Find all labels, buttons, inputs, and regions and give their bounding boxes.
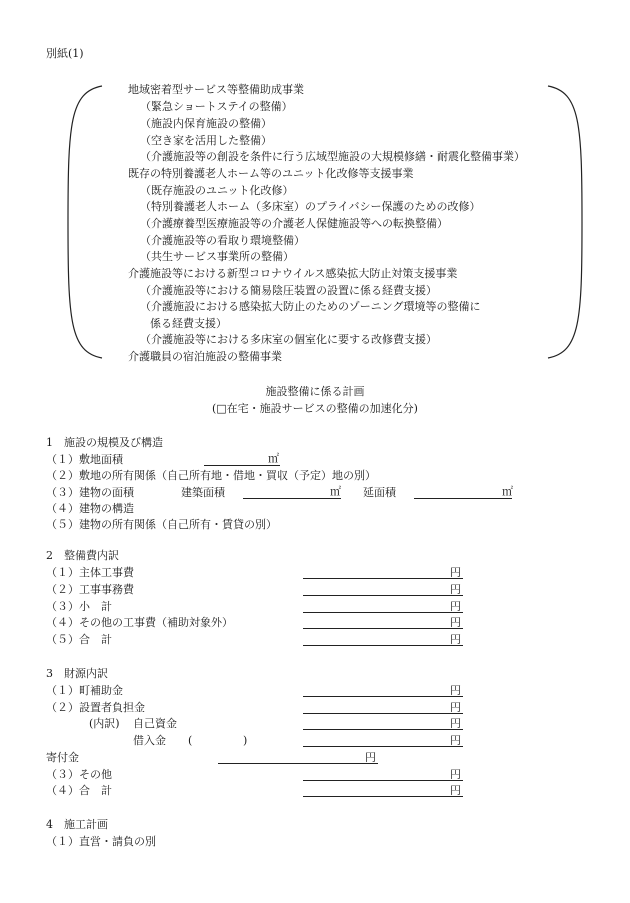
- town-subsidy-field[interactable]: [303, 696, 463, 697]
- other-label: （３）その他: [46, 768, 112, 781]
- site-area-label: （１）敷地面積: [46, 453, 123, 466]
- yen-unit: 円: [450, 566, 461, 579]
- donations-label: 寄付金: [46, 751, 79, 764]
- program-item: （介護施設等の看取り環境整備）: [140, 234, 305, 247]
- section-2-heading: 2 整備費内訳: [46, 549, 119, 562]
- yen-unit: 円: [450, 717, 461, 730]
- unit-m2: ㎡: [502, 485, 513, 498]
- borrowings-field[interactable]: [303, 746, 463, 747]
- donations-field[interactable]: [218, 763, 378, 764]
- cost-amount-field[interactable]: [303, 578, 463, 579]
- section-4-heading: 4 施工計画: [46, 818, 108, 831]
- founder-burden-label: （２）設置者負担金: [46, 701, 145, 714]
- direct-or-contract-label: （１）直営・請負の別: [46, 835, 156, 848]
- yen-unit: 円: [450, 583, 461, 596]
- program-item: 係る経費支援）: [150, 317, 227, 330]
- yen-unit: 円: [450, 784, 461, 797]
- yen-unit: 円: [450, 684, 461, 697]
- program-item: （既存施設のユニット化改修）: [140, 184, 294, 197]
- paren-open: (: [188, 734, 193, 747]
- unit-m2: ㎡: [330, 485, 341, 498]
- yen-unit: 円: [450, 734, 461, 747]
- own-funds-field[interactable]: [303, 729, 463, 730]
- cost-amount-field[interactable]: [303, 628, 463, 629]
- borrowings-label: 借入金: [133, 734, 166, 747]
- yen-unit: 円: [450, 600, 461, 613]
- program-item: 既存の特別養護老人ホーム等のユニット化改修等支援事業: [128, 167, 414, 180]
- building-footprint-field[interactable]: [243, 498, 341, 499]
- program-item: 地域密着型サービス等整備助成事業: [128, 83, 304, 96]
- program-item: （緊急ショートステイの整備）: [140, 100, 293, 113]
- program-item: （介護施設における感染拡大防止のためのゾーニング環境等の整備に: [140, 300, 481, 313]
- left-parenthesis: [66, 84, 106, 360]
- floor-area-label: 延面積: [363, 486, 396, 499]
- own-funds-label: 自己資金: [133, 717, 177, 730]
- cost-item-label: （４）その他の工事費（補助対象外）: [46, 616, 233, 629]
- program-item: （特別養護老人ホーム（多床室）のプライバシー保護のための改修）: [140, 200, 481, 213]
- building-area-label: （３）建物の面積: [46, 486, 134, 499]
- program-item: （共生サービス事業所の整備）: [140, 250, 294, 263]
- document-label: 別紙(1): [46, 47, 84, 60]
- cost-item-label: （２）工事事務費: [46, 583, 134, 596]
- yen-unit: 円: [450, 768, 461, 781]
- yen-unit: 円: [450, 701, 461, 714]
- cost-amount-field[interactable]: [303, 612, 463, 613]
- structure-label: （４）建物の構造: [46, 502, 134, 515]
- yen-unit: 円: [365, 751, 376, 764]
- cost-item-label: （３）小 計: [46, 600, 112, 613]
- floor-area-field[interactable]: [414, 498, 512, 499]
- yen-unit: 円: [450, 616, 461, 629]
- cost-item-label: （５）合 計: [46, 633, 112, 646]
- other-field[interactable]: [303, 780, 463, 781]
- breakdown-label: (内訳): [89, 717, 120, 730]
- program-item: （介護施設等における簡易陰圧装置の設置に係る経費支援）: [140, 284, 437, 297]
- program-item: （施設内保育施設の整備）: [140, 117, 272, 130]
- program-item: （介護施設等の創設を条件に行う広域型施設の大規模修繕・耐震化整備事業）: [140, 150, 525, 163]
- site-ownership-label: （２）敷地の所有関係（自己所有地・借地・買収（予定）地の別）: [46, 469, 376, 482]
- plan-subtitle: (□在宅・施設サービスの整備の加速化分): [212, 402, 418, 415]
- plan-title: 施設整備に係る計画: [265, 385, 365, 398]
- cost-amount-field[interactable]: [303, 595, 463, 596]
- building-footprint-label: 建築面積: [181, 486, 225, 499]
- program-item: 介護職員の宿泊施設の整備事業: [128, 350, 282, 363]
- funding-total-field[interactable]: [303, 796, 463, 797]
- funding-total-label: （４）合 計: [46, 784, 112, 797]
- right-parenthesis: [544, 84, 584, 360]
- unit-m2: ㎡: [268, 452, 279, 465]
- yen-unit: 円: [450, 633, 461, 646]
- section-3-heading: 3 財源内訳: [46, 667, 108, 680]
- section-1-heading: 1 施設の規模及び構造: [46, 436, 163, 449]
- cost-amount-field[interactable]: [303, 645, 463, 646]
- cost-item-label: （１）主体工事費: [46, 566, 134, 579]
- program-item: （介護施設等における多床室の個室化に要する改修費支援）: [140, 333, 437, 346]
- paren-close: ): [243, 734, 248, 747]
- town-subsidy-label: （１）町補助金: [46, 684, 123, 697]
- building-ownership-label: （５）建物の所有関係（自己所有・賃貸の別）: [46, 518, 277, 531]
- program-item: （空き家を活用した整備）: [140, 134, 272, 147]
- program-item: 介護施設等における新型コロナウイルス感染拡大防止対策支援事業: [128, 267, 458, 280]
- program-item: （介護療養型医療施設等の介護老人保健施設等への転換整備）: [140, 217, 448, 230]
- founder-burden-field[interactable]: [303, 713, 463, 714]
